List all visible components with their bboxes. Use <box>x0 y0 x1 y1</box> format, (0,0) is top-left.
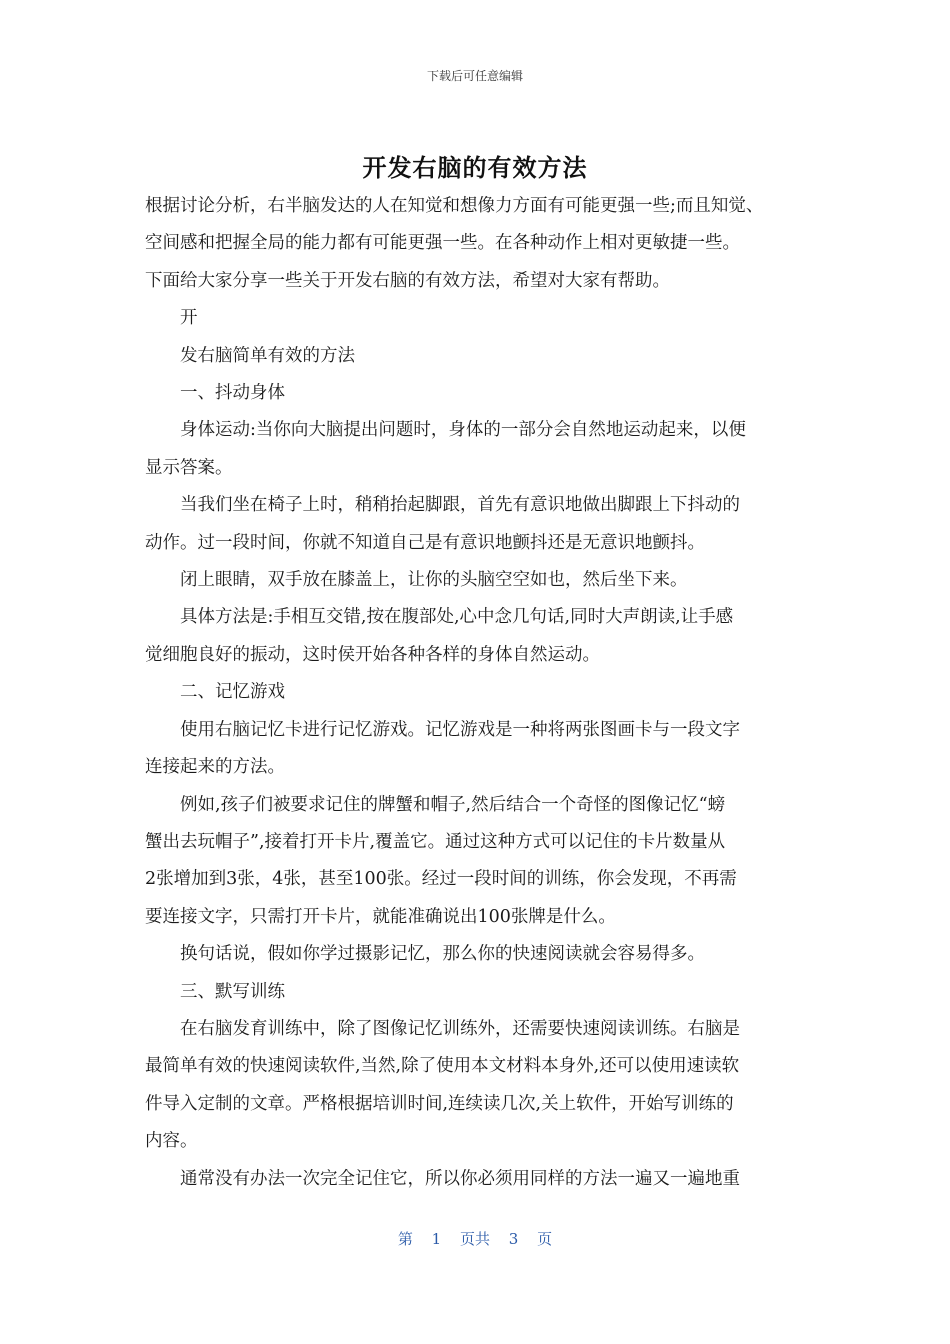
body-line: 身体运动:当你向大脑提出问题时，身体的一部分会自然地运动起来，以便 <box>145 420 746 441</box>
body-line: 例如,孩子们被要求记住的牌蟹和帽子,然后结合一个奇怪的图像记忆“螃 <box>145 794 726 815</box>
body-line: 通常没有办法一次完全记住它，所以你必须用同样的方法一遍又一遍地重 <box>145 1168 740 1189</box>
body-line: 发右脑简单有效的方法 <box>145 345 355 366</box>
body-line: 动作。过一段时间，你就不知道自己是有意识地颤抖还是无意识地颤抖。 <box>145 532 705 553</box>
body-line: 显示答案。 <box>145 457 233 478</box>
body-line: 下面给大家分享一些关于开发右脑的有效方法，希望对大家有帮助。 <box>145 270 670 291</box>
body-line: 2张增加到3张，4张，甚至100张。经过一段时间的训练，你会发现，不再需 <box>145 869 737 890</box>
body-line: 觉细胞良好的振动，这时侯开始各种各样的身体自然运动。 <box>145 644 600 665</box>
body-line: 开 <box>145 308 198 329</box>
footer-prefix: 第 <box>397 1230 413 1248</box>
body-line: 换句话说，假如你学过摄影记忆，那么你的快速阅读就会容易得多。 <box>145 944 705 965</box>
body-line: 要连接文字，只需打开卡片，就能准确说出100张牌是什么。 <box>145 906 616 927</box>
body-line: 连接起来的方法。 <box>145 757 285 778</box>
body-line: 蟹出去玩帽子”,接着打开卡片,覆盖它。通过这种方式可以记住的卡片数量从 <box>145 831 726 852</box>
body-line: 使用右脑记忆卡进行记忆游戏。记忆游戏是一种将两张图画卡与一段文字 <box>145 719 740 740</box>
body-line: 当我们坐在椅子上时，稍稍抬起脚跟，首先有意识地做出脚跟上下抖动的 <box>145 495 740 516</box>
body-line: 具体方法是:手相互交错,按在腹部处,心中念几句话,同时大声朗读,让手感 <box>145 607 734 628</box>
document-title: 开发右脑的有效方法 <box>362 154 588 182</box>
page-number: 1 <box>431 1230 442 1248</box>
section-heading: 一、抖动身体 <box>145 383 285 404</box>
section-heading: 二、记忆游戏 <box>145 682 285 703</box>
body-line: 内容。 <box>145 1131 198 1152</box>
section-heading: 三、默写训练 <box>145 981 285 1002</box>
page-footer <box>0 1228 950 1249</box>
footer-suffix: 页 <box>537 1230 553 1248</box>
document-body <box>145 188 810 1198</box>
body-line: 空间感和把握全局的能力都有可能更强一些。在各种动作上相对更敏捷一些。 <box>145 233 740 254</box>
body-line: 闭上眼睛，双手放在膝盖上，让你的头脑空空如也，然后坐下来。 <box>145 570 688 591</box>
header-note: 下载后可任意编辑 <box>426 69 523 83</box>
body-line: 最简单有效的快速阅读软件,当然,除了使用本文材料本身外,还可以使用速读软 <box>145 1056 740 1077</box>
body-line: 在右脑发育训练中，除了图像记忆训练外，还需要快速阅读训练。右脑是 <box>145 1018 740 1039</box>
footer-middle: 页共 <box>459 1230 490 1248</box>
page-total: 3 <box>508 1230 519 1248</box>
body-line: 件导入定制的文章。严格根据培训时间,连续读几次,关上软件，开始写训练的 <box>145 1093 734 1114</box>
body-line: 根据讨论分析，右半脑发达的人在知觉和想像力方面有可能更强一些;而且知觉、 <box>145 196 764 216</box>
